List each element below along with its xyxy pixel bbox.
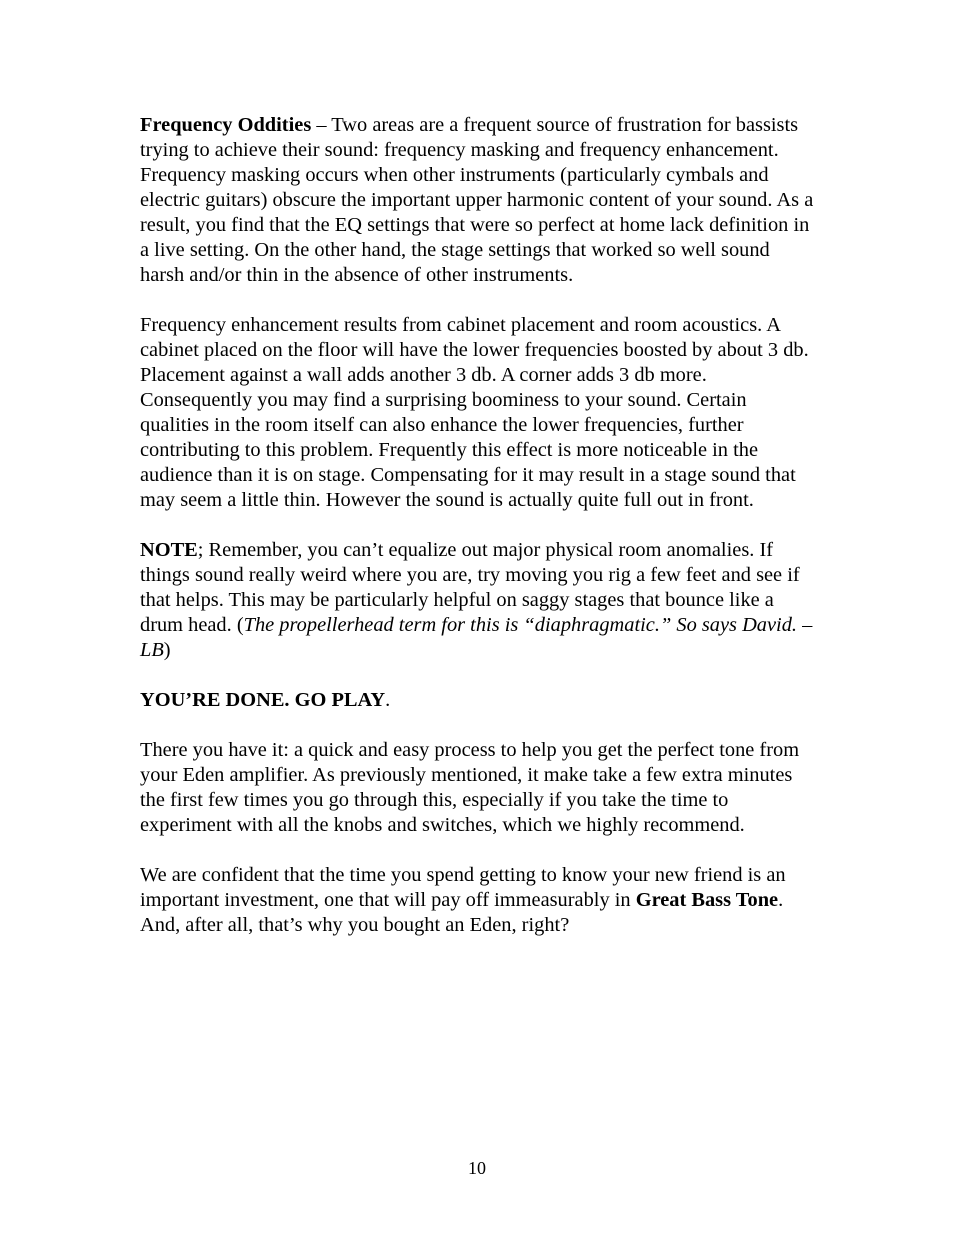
note-label: NOTE [140,539,198,561]
note-close-paren: ) [163,639,171,661]
done-paragraph [140,688,815,713]
frequency-enhancement-paragraph: Frequency enhancement results from cabinet placement and room acoustics. A cabinet placed on the floor will have the lower frequencies boosted by about 3 db. Placement against a wall adds another 3 db. A corner adds 3 db more. Consequently you may find a surprising boominess to your sound. Certain qualities in the room itself can also enhance the lower frequencies, further contributing to this problem. Frequently this effect is more noticeable in the audience than it is on stage. Compensating for it may result in a stage sound that may seem a little thin. However the sound is actually quite full out in front. [140,314,809,511]
done-period: . [385,689,391,711]
frequency-oddities-text: – Two areas are a frequent source of frustration for bassists trying to achieve their sound: frequency masking and frequency enhancement. Frequency masking occurs when other instruments (particularly cymbals and electric guitars) obscure the important upper harmonic content of your sound. As a result, you find that the EQ settings that were so perfect at home lack definition in a live setting. On the other hand, the stage settings that worked so well sound harsh and/or thin in the absence of other instruments. [140,114,814,286]
note-text: ; Remember, you can’t equalize out major physical room anomalies. If things sound really weird where you are, try moving you rig a few feet and see if that helps. This may be particularly helpful on saggy stages that bounce like a drum head. ( [140,539,800,636]
done-heading: YOU’RE DONE. GO PLAY [140,689,386,711]
frequency-oddities-heading: Frequency Oddities [140,114,312,136]
closing-text-after: . And, after all, that’s why you bought an Eden, right? [140,889,784,936]
body-text [140,113,815,963]
page-number: 10 [468,1158,486,1178]
summary-paragraph: There you have it: a quick and easy process to help you get the perfect tone from your Eden amplifier. As previously mentioned, it make take a few extra minutes the first few times you go through this, especially if you take the time to experiment with all the knobs and switches, which we highly recommend. [140,739,800,836]
note-italic-aside: The propellerhead term for this is “diaphragmatic.” So says David. – LB [140,614,813,661]
closing-paragraph [140,863,815,938]
closing-text-before: We are confident that the time you spend getting to know your new friend is an important investment, one that will pay off immeasurably in [140,864,786,911]
great-bass-tone-bold: Great Bass Tone [635,889,779,911]
note-paragraph [140,538,815,663]
frequency-oddities-paragraph [140,113,815,288]
